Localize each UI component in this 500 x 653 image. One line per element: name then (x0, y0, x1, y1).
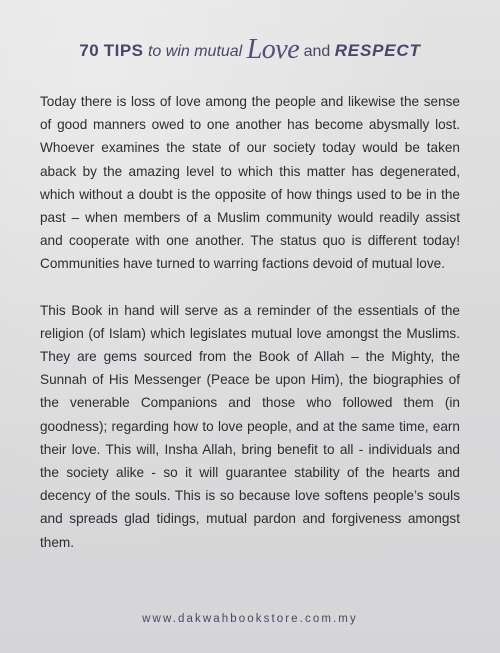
publisher-website: www.dakwahbookstore.com.my (142, 613, 358, 625)
blurb-paragraph-1: Today there is loss of love among the people and likewise the sense of good manners owed to one another has become abysmally lost. Whoever examines the state of our society today would be taken aback by the amazing level to which this matter has degenerated, which without a doubt is the opposite of how things used to be in the past – when members of a Muslim community would readily assist and cooperate with one another. The status quo is different today! Communities have turned to warring factions devoid of mutual love. (40, 94, 460, 272)
title-and: and (303, 43, 331, 60)
title-respect: RESPECT (334, 41, 421, 60)
blurb (40, 90, 460, 554)
book-title (0, 36, 500, 64)
blurb-paragraph-2: This Book in hand will serve as a reminder of the essentials of the religion (of Islam) which legislates mutual love amongst the Muslims. They are gems sourced from the Book of Allah – the Mighty, the Sunnah of His Messenger (Peace be upon Him), the biographies of the venerable Companions and those who followed them (in goodness); regarding how to love people, and at the same time, earn their love. This will, Insha Allah, bring benefit to all - individuals and the society alike - so it will guarantee stability of the hearts and decency of the souls. This is so because love softens people’s souls and spreads glad tidings, mutual pardon and forgiveness amongst them. (40, 302, 460, 550)
title-tips: TIPS (103, 41, 144, 60)
title-love: Love (246, 34, 300, 65)
title-middle: to win mutual (147, 43, 243, 60)
title-number: 70 (79, 41, 100, 60)
